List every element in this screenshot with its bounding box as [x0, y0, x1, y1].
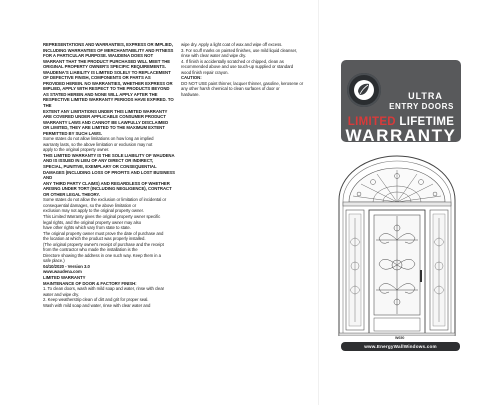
website-url: www.EnergyWallWindows.com [364, 344, 437, 349]
warranty-text-line: DO NOT USE paint thinner, lacquer thinner, gasoline, kerosene or [181, 80, 304, 86]
warranty-text-line: OR LIMITED, THEY ARE LIMITED TO THE MAXIMUM EXTENT [43, 125, 165, 131]
warranty-text-line: wipe dry. Apply a light coat of wax and wipe off excess. [181, 42, 283, 47]
warranty-text-line: 04/10/2020 - Version 3.0 [43, 263, 90, 269]
warranty-text-line: Some states do not allow limitations on how long an implied [43, 136, 154, 142]
lifetime-word: LIFETIME [399, 116, 455, 128]
warranty-text-line: AND [43, 175, 53, 181]
warranty-text-line: ARE COVERED UNDER APPLICABLE CONSUMER PRODUCT [43, 114, 166, 120]
warranty-text-line: PROVIDED HEREIN. NO WARRANTIES, WHETHER EXPRESS OR [43, 80, 173, 86]
warranty-text-line: CAUTION: [181, 75, 202, 81]
warranty-text-line: 2. Keep weatherstrip clean of dirt and grit for proper seal. [43, 297, 149, 303]
warranty-text-line: the location at which the product was properly installed. [43, 236, 146, 242]
warranty-text-line: safe place.) [43, 258, 65, 264]
warranty-text-left-column [43, 42, 176, 308]
warranty-text-line: WARRANT THAT THE PRODUCT PURCHASED WILL MEET THE [43, 58, 171, 64]
warranty-text-line: INCLUDING WARRANTIES OF MERCHANTABILITY AND FITNESS [43, 47, 174, 53]
warranty-text-line: warranty lasts, so the above limitation or exclusion may not [43, 141, 153, 147]
door-illustration [333, 150, 461, 336]
warranty-text-line: The original property owner must prove the date of purchase and [43, 230, 164, 236]
warranty-text-line: OR OTHER LEGAL THEORY. [43, 191, 100, 197]
warranty-text-line: ANY THIRD PARTY CLAIMS) AND REGARDLESS OF WHETHER [43, 180, 170, 186]
warranty-text-line: apply to the original property owner. [43, 147, 110, 153]
warranty-text-line: WARRANTY LAWS AND CANNOT BE LAWFULLY DISCLAIMED [43, 119, 169, 125]
warranty-text-line: AS STATED HEREIN AND NONE WILL APPLY AFTER THE [43, 91, 158, 97]
warranty-text-line: DAMAGES (INCLUDING LOSS OF PROFITS AND LOST BUSINESS [43, 169, 175, 175]
warranty-text-line: ARISING UNDER TORT (INCLUDING NEGLIGENCE), CONTRACT [43, 186, 172, 192]
warranty-text-line: 1. To clean doors, wash with mild soap and water, rinse with clear [43, 286, 165, 292]
warranty-text-line: water and wipe dry. [43, 291, 79, 297]
warranty-text-line: www.waudena.com [43, 269, 82, 275]
warranty-text-line: THE [43, 103, 52, 109]
warranty-text-line: EXTENT ANY LIMITATIONS UNDER THIS LIMITED WARRANTY [43, 108, 168, 114]
warranty-text-line: any other harsh chemical to clean surfaces of door or [181, 86, 280, 92]
warranty-text-right-column [181, 42, 311, 97]
limited-word: LIMITED [347, 116, 396, 128]
warranty-text-line: recommended above and use touch-up supplied or standard [181, 64, 294, 70]
product-line-title: ULTRA [408, 91, 443, 101]
warranty-text-line: exclusion may not apply to the original property owner. [43, 208, 144, 214]
warranty-text-line: WAUDENA'S LIABILITY IS LIMITED SOLELY TO REPLACEMENT [43, 69, 171, 75]
warranty-text-line: from the contractor who made the installation is the [43, 247, 138, 253]
warranty-text-line: Some states do not allow the exclusion or limitation of incidental or [43, 197, 167, 203]
warranty-text-line: 4. If finish is accidentally scratched or chipped, clean as [181, 58, 284, 64]
door-model-number: W650 [395, 336, 405, 340]
warranty-text-line: OF DEFECTIVE FINISH, COMPONENTS OR PARTS AS [43, 75, 151, 81]
fold-line [318, 0, 319, 405]
warranty-text-line: rinse with clear water and wipe dry. [181, 53, 246, 59]
warranty-text-line: wood finish repair crayon. [181, 69, 229, 75]
warranty-text-line: Wash with mild soap and water, rinse with clear water and [43, 302, 151, 308]
warranty-text-line: hardware. [181, 91, 200, 97]
brand-logo-icon [347, 73, 381, 107]
warranty-text-line: Directore showing the address in one such way. Keep them in a [43, 252, 161, 258]
warranty-text-line: This Limited Warranty gives the original property owner specific [43, 213, 161, 219]
warranty-text-line: PERMITTED BY SUCH LAWS. [43, 130, 102, 136]
warranty-text-line: have other rights which vary from state to state. [43, 225, 131, 231]
warranty-text-line: (The original property owner's receipt of purchase and the receipt [43, 241, 164, 247]
warranty-text-line: MAINTENANCE OF DOOR & FACTORY FINISH: [43, 280, 137, 286]
warranty-text-line: THIS LIMITED WARRANTY IS THE SOLE LIABILITY OF WAUDENA [43, 152, 175, 158]
warranty-text-line: legal rights, and the original property owner may also [43, 219, 142, 225]
warranty-text-line: SPECIAL, PUNITIVE, EXEMPLARY OR CONSEQUENTIAL [43, 164, 157, 170]
warranty-text-line: IMPLIED, APPLY WITH RESPECT TO THE PRODUCTS BEYOND [43, 86, 170, 92]
warranty-text-line: REPRESENTATIONS AND WARRANTIES, EXPRESS OR IMPLIED, [43, 42, 173, 47]
warranty-text-line: consequential damages, so the above limitation or [43, 202, 137, 208]
warranty-text-line: FOR A PARTICULAR PURPOSE. WAUDENA DOES NOT [43, 53, 154, 59]
product-line-subtitle: ENTRY DOORS [389, 102, 454, 111]
warranty-heading: WARRANTY [345, 126, 457, 145]
warranty-text-line: 3. For scuff marks on painted finishes, use mild liquid cleanser, [181, 47, 298, 53]
warranty-text-line: ORIGINAL PROPERTY OWNER'S SPECIFIC REQUIREMENTS. [43, 64, 166, 70]
warranty-text-line: LIMITED WARRANTY [43, 274, 86, 280]
warranty-text-line: RESPECTIVE LIMITED WARRANTY PERIODS HAVE EXPIRED. TO [43, 97, 174, 103]
warranty-text-line: AND IS ISSUED IN LIEU OF ANY DIRECT OR INDIRECT, [43, 158, 154, 164]
